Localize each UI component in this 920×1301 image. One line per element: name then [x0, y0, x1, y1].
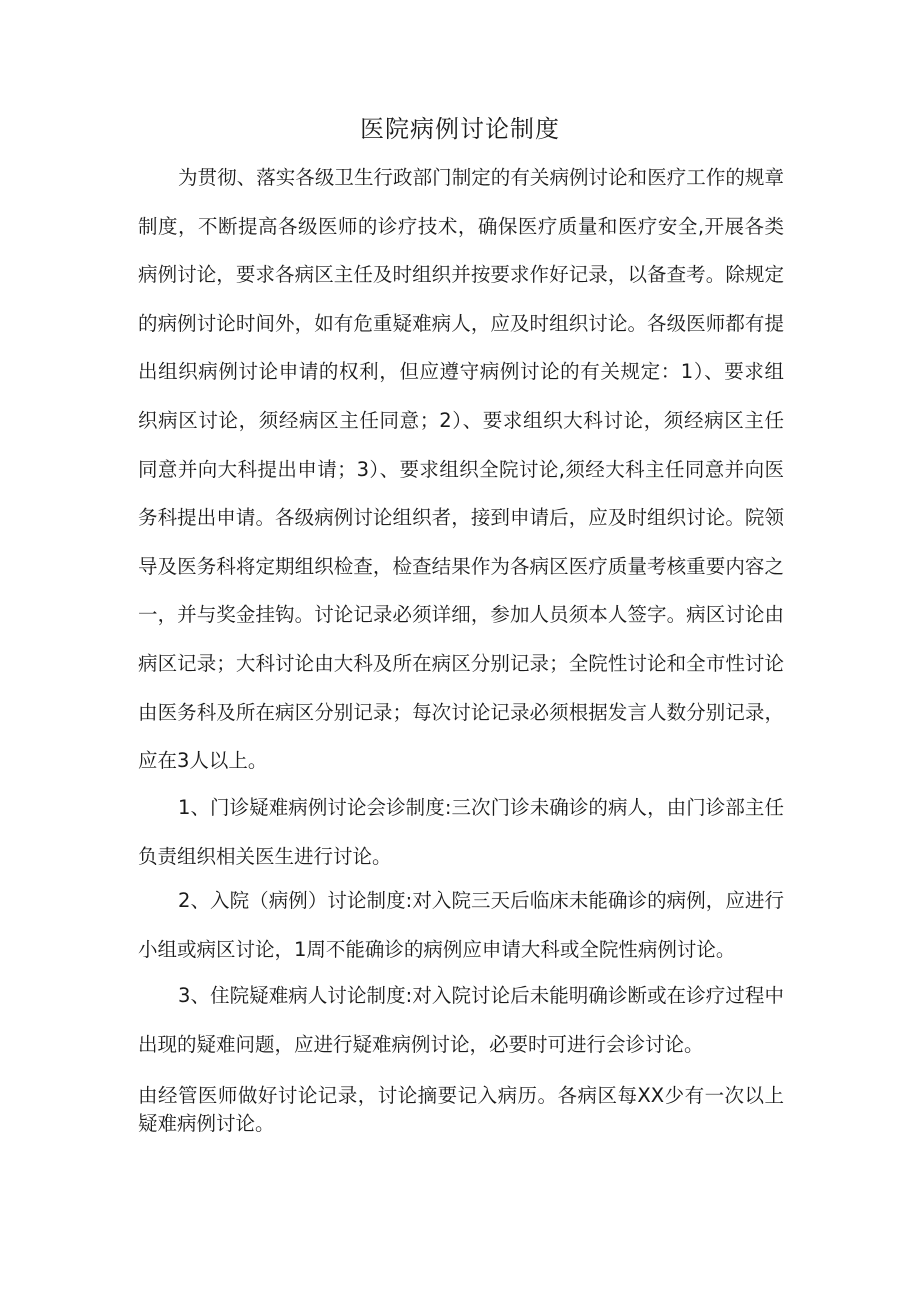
rule-item-admission: 2、入院（病例）讨论制度:对入院三天后临床未能确诊的病例，应进行小组或病区讨论，1周不能确诊的病例应申请大科或全院性病例讨论。 [138, 889, 784, 961]
document-title: 医院病例讨论制度 [360, 115, 560, 143]
rule-item-inpatient: 3、住院疑难病人讨论制度:对入院讨论后未能明确诊断或在诊疗过程中出现的疑难问题，应进行疑难病例讨论，必要时可进行会诊讨论。 [138, 984, 784, 1056]
closing-paragraph: 由经管医师做好讨论记录，讨论摘要记入病历。各病区每XX少有一次以上疑难病例讨论。 [138, 1084, 784, 1135]
intro-paragraph: 为贯彻、落实各级卫生行政部门制定的有关病例讨论和医疗工作的规章制度，不断提高各级医师的诊疗技术，确保医疗质量和医疗安全,开展各类病例讨论，要求各病区主任及时组织并按要求作好记录，以备查考。除规定的病例讨论时间外，如有危重疑难病人，应及时组织讨论。各级医师都有提出组织病例讨论申请的权利，但应遵守病例讨论的有关规定：1）、要求组织病区讨论，须经病区主任同意；2）、要求组织大科讨论，须经病区主任同意并向大科提出申请；3）、要求组织全院讨论,须经大科主任同意并向医务科提出申请。各级病例讨论组织者，接到申请后，应及时组织讨论。院领导及医务科将定期组织检查，检查结果作为各病区医疗质量考核重要内容之一，并与奖金挂钩。讨论记录必须详细，参加人员须本人签字。病区讨论由病区记录；大科讨论由大科及所在病区分别记录；全院性讨论和全市性讨论由医务科及所在病区分别记录；每次讨论记录必须根据发言人数分别记录，应在3人以上。 [138, 166, 784, 773]
rule-item-outpatient: 1、门诊疑难病例讨论会诊制度:三次门诊未确诊的病人，由门诊部主任负责组织相关医生进行讨论。 [138, 796, 784, 868]
